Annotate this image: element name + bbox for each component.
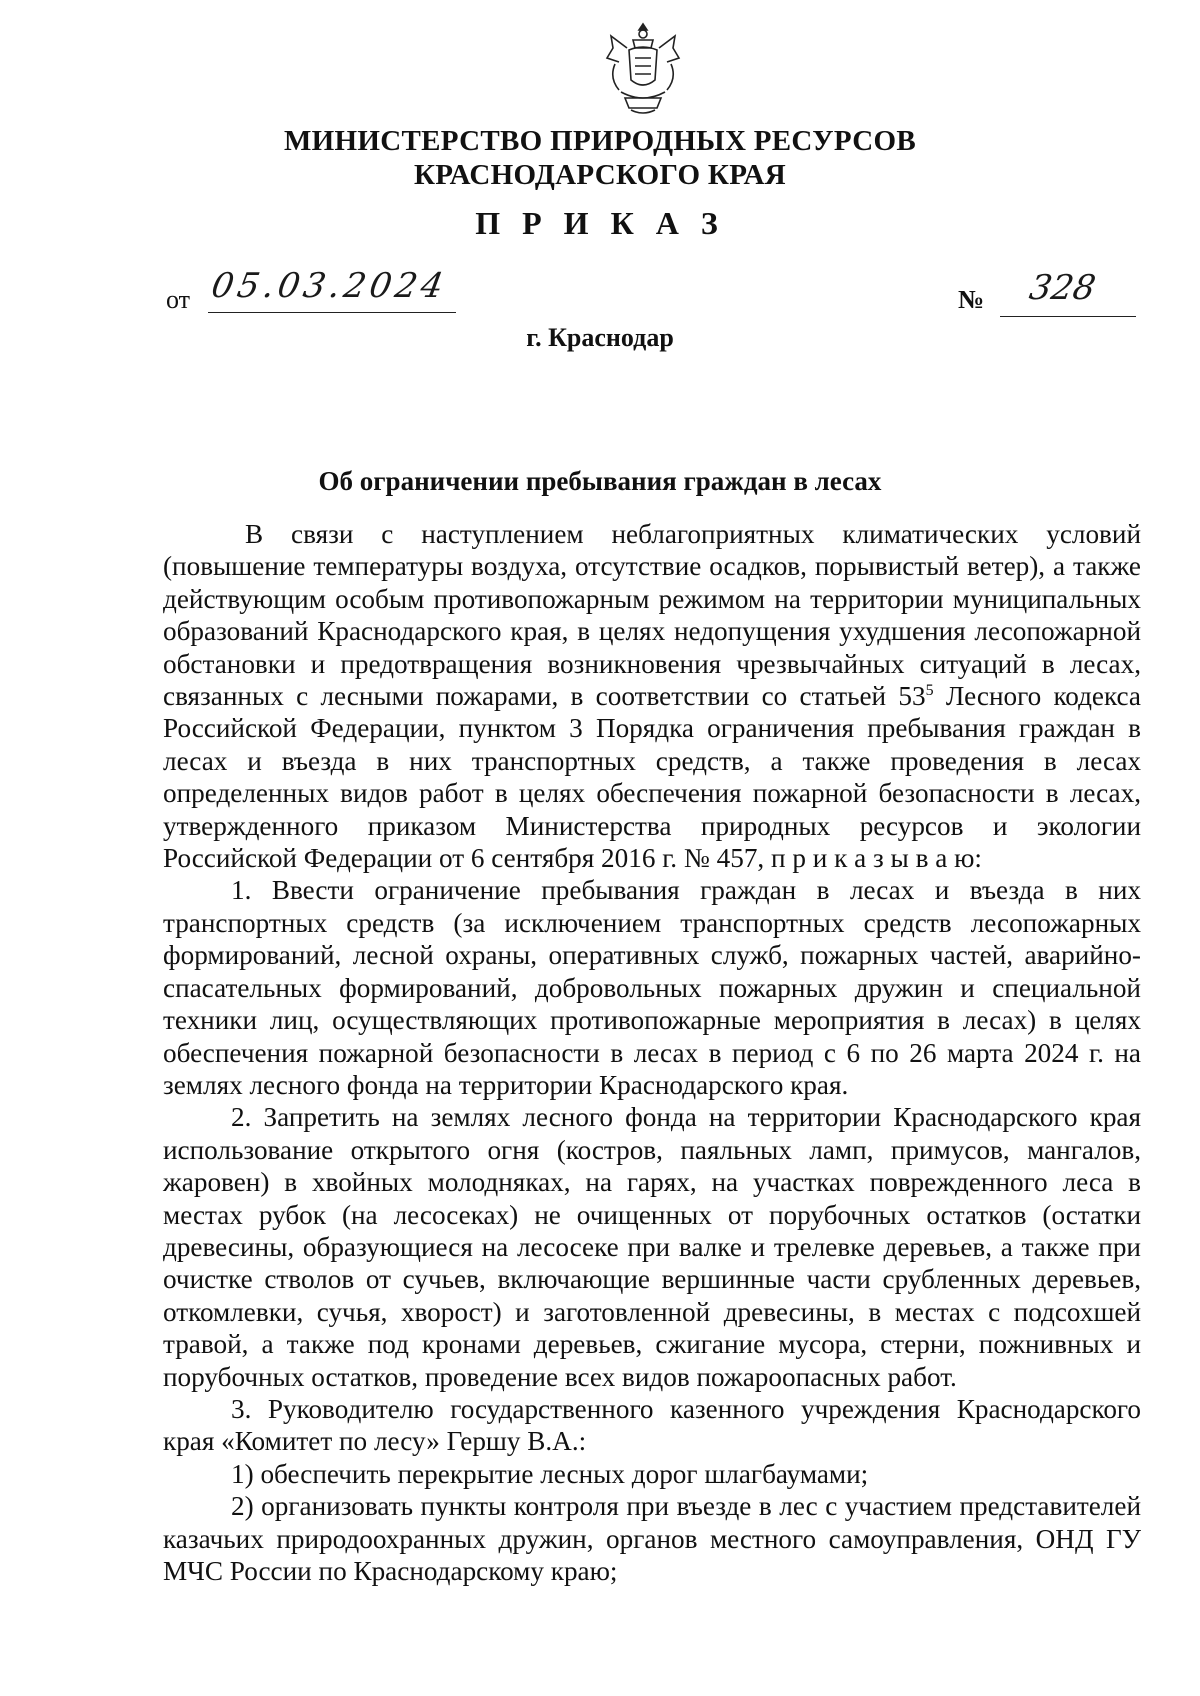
- intro-text-part1: В связи с наступлением неблагоприятных климатических условий (повышение температуры воздуха, отсутствие осадков, порывистый ветер), а также действующим особым противопожарным режимом на территории муниципальных образований Краснодарского края, в целях недопущения ухудшения лесопожарной обстановки и предотвращения возникновения чрезвычайных ситуаций в лесах, связанных с лесными пожарами, в соответствии со статьей 53: [163, 519, 1141, 712]
- handwritten-number: 328: [1026, 268, 1099, 308]
- article-superscript: 5: [925, 681, 934, 699]
- date-underline: [208, 312, 456, 313]
- order-item-1: 1. Ввести ограничение пребывания граждан в лесах и въезда в них транспортных средств (за исключением транспортных средств лесопожарных формирований, лесной охраны, оперативных служб, пожарных частей, аварийно-спасательных формирований, добровольных пожарных дружин и специальной техники лиц, осуществляющих противопожарные мероприятия в лесах) в целях обеспечения пожарной безопасности в лесах в период с 6 по 26 марта 2024 г. на землях лесного фонда на территории Краснодарского края.: [163, 875, 1141, 1100]
- order-subitem-2: 2) организовать пункты контроля при въезде в лес с участием представителей казачьих природоохранных дружин, органов местного самоуправления, ОНД ГУ МЧС России по Краснодарскому краю;: [163, 1491, 1141, 1586]
- document-type-heading: П Р И К А З: [475, 205, 725, 241]
- date-label: от: [166, 285, 191, 314]
- coat-of-arms-emblem: [603, 18, 683, 118]
- ministry-name-line1: МИНИСТЕРСТВО ПРИРОДНЫХ РЕСУРСОВ: [284, 125, 916, 157]
- order-subitem-1: 1) обеспечить перекрытие лесных дорог шлагбаумами;: [231, 1458, 869, 1489]
- number-underline: [1000, 316, 1136, 317]
- order-item-3: 3. Руководителю государственного казенного учреждения Краснодарского края «Комитет по лесу» Гершу В.А.:: [163, 1393, 1141, 1457]
- intro-paragraph: [163, 518, 1141, 874]
- order-item-2: 2. Запретить на землях лесного фонда на территории Краснодарского края использование открытого огня (костров, паяльных ламп, примусов, мангалов, жаровен) в хвойных молодняках, на гарях, на участках поврежденного леса в местах рубок (на лесосеках) не очищенных от порубочных остатков (остатки древесины, образующиеся на лесосеке при валке и трелевке деревьев, а также при очистке стволов от сучьев, включающие вершинные части срубленных деревьев, откомлевки, сучья, хворост) и заготовленной древесины, в местах с подсохшей травой, а также под кронами деревьев, сжигание мусора, стерни, пожнивных и порубочных остатков, проведение всех видов пожароопасных работ.: [163, 1102, 1141, 1392]
- intro-text-part2: Лесного кодекса Российской Федерации, пунктом 3 Порядка ограничения пребывания граждан в лесах и въезда в них транспортных средств, а также проведения в лесах определенных видов работ в целях обеспечения пожарной безопасности в лесах, утвержденного приказом Министерства природных ресурсов и экологии Российской Федерации от 6 сентября 2016 г. № 457, п р и к а з ы в а ю:: [163, 681, 1141, 874]
- document-body: [163, 518, 1141, 1587]
- handwritten-date: 05.03.2024: [208, 266, 451, 306]
- ministry-name-line2: КРАСНОДАРСКОГО КРАЯ: [413, 159, 787, 191]
- city-line: г. Краснодар: [526, 323, 674, 352]
- number-label: №: [958, 285, 985, 314]
- document-title: Об ограничении пребывания граждан в лесах: [318, 466, 882, 496]
